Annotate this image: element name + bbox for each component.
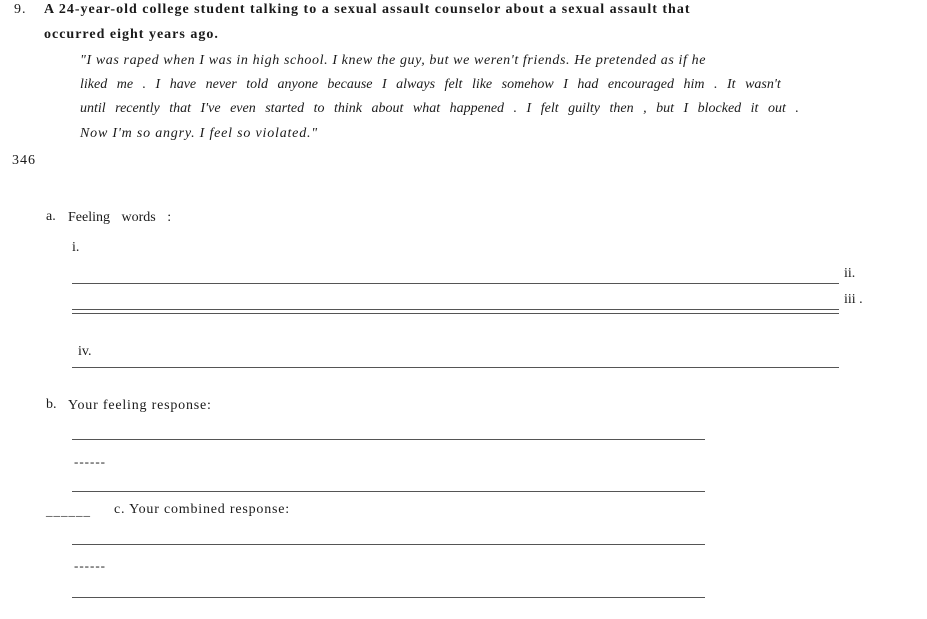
feeling-word-line-i[interactable]: [72, 283, 839, 284]
page-number: 346: [12, 153, 36, 168]
part-b-marker: b.: [46, 397, 57, 412]
part-c-label: c. Your combined response:: [114, 502, 290, 517]
quote-line-3: until recently that I've even started to think about what happened . I felt guilty then , but I blocked it out .: [80, 101, 799, 116]
question-title-line-2: occurred eight years ago.: [44, 27, 219, 42]
combined-response-dashes: ------: [74, 558, 106, 573]
feeling-response-dashes: ------: [74, 454, 106, 469]
feeling-word-label-iv: iv.: [78, 344, 92, 359]
feeling-word-label-i: i.: [72, 240, 80, 255]
combined-response-line-2[interactable]: [72, 597, 705, 598]
feeling-response-line-2[interactable]: [72, 491, 705, 492]
question-number: 9.: [14, 2, 27, 17]
feeling-word-line-ii[interactable]: [72, 309, 839, 310]
feeling-response-line-1[interactable]: [72, 439, 705, 440]
quote-line-4: Now I'm so angry. I feel so violated.": [80, 126, 318, 141]
question-title-line-1: A 24-year-old college student talking to a sexual assault counselor about a sexual assault that: [44, 2, 691, 17]
feeling-word-line-iii[interactable]: [72, 313, 839, 314]
part-c-prefix-blank: ______: [46, 503, 91, 518]
feeling-word-line-iv[interactable]: [72, 367, 839, 368]
quote-line-1: "I was raped when I was in high school. I knew the guy, but we weren't friends. He pretended as if he: [80, 53, 707, 68]
combined-response-line-1[interactable]: [72, 544, 705, 545]
part-b-label: Your feeling response:: [68, 398, 212, 413]
quote-line-2: liked me . I have never told anyone because I always felt like somehow I had encouraged him . It wasn't: [80, 77, 781, 92]
feeling-word-label-ii: ii.: [844, 266, 856, 281]
feeling-word-label-iii: iii .: [844, 292, 863, 307]
part-a-label: Feeling words :: [68, 210, 172, 225]
part-a-marker: a.: [46, 209, 56, 224]
